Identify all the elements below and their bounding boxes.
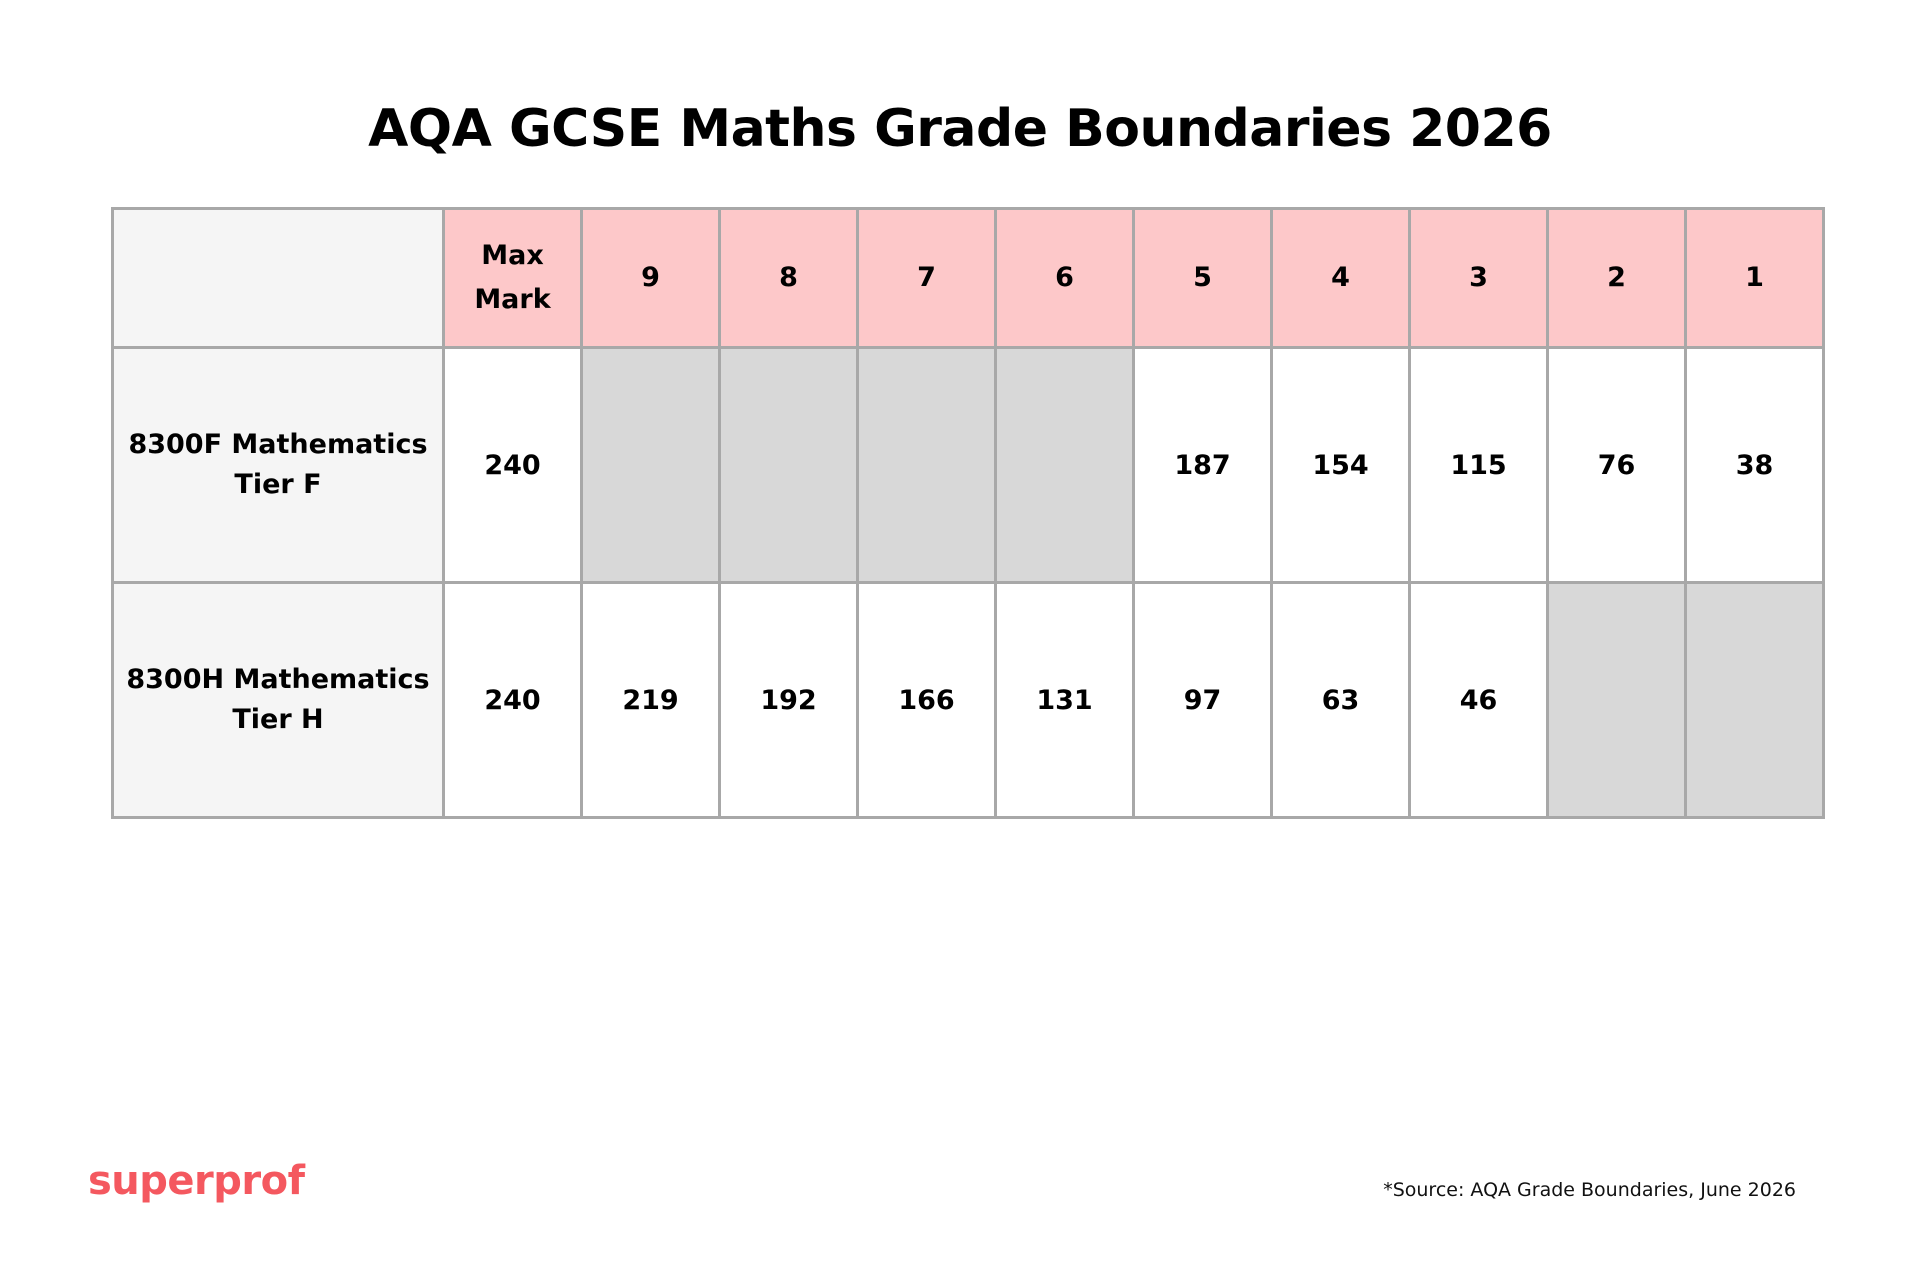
cell-tier-f-grade-9 xyxy=(582,348,720,583)
cell-tier-f-grade-6 xyxy=(996,348,1134,583)
column-header-max-mark: Max Mark xyxy=(444,209,582,348)
cell-tier-h-grade-8: 192 xyxy=(720,583,858,818)
column-header-grade-2: 2 xyxy=(1548,209,1686,348)
cell-tier-f-grade-5: 187 xyxy=(1134,348,1272,583)
row-label-tier-f: 8300F Mathematics Tier F xyxy=(113,348,444,583)
column-header-grade-8: 8 xyxy=(720,209,858,348)
superprof-logo: superprof xyxy=(88,1158,305,1204)
source-note: *Source: AQA Grade Boundaries, June 2026 xyxy=(1383,1179,1796,1201)
chart-title: AQA GCSE Maths Grade Boundaries 2026 xyxy=(368,99,1552,159)
cell-tier-f-grade-1: 38 xyxy=(1686,348,1824,583)
column-header-grade-9: 9 xyxy=(582,209,720,348)
cell-tier-f-grade-7 xyxy=(858,348,996,583)
cell-tier-h-grade-6: 131 xyxy=(996,583,1134,818)
cell-tier-f-grade-2: 76 xyxy=(1548,348,1686,583)
cell-tier-h-grade-3: 46 xyxy=(1410,583,1548,818)
cell-tier-f-grade-3: 115 xyxy=(1410,348,1548,583)
cell-tier-f-grade-4: 154 xyxy=(1272,348,1410,583)
column-header-grade-7: 7 xyxy=(858,209,996,348)
cell-tier-h-max-mark: 240 xyxy=(444,583,582,818)
cell-tier-h-grade-4: 63 xyxy=(1272,583,1410,818)
table-row-tier-f xyxy=(113,348,1824,583)
column-header-grade-5: 5 xyxy=(1134,209,1272,348)
cell-tier-h-grade-9: 219 xyxy=(582,583,720,818)
column-header-grade-3: 3 xyxy=(1410,209,1548,348)
corner-cell xyxy=(113,209,444,348)
cell-tier-h-grade-5: 97 xyxy=(1134,583,1272,818)
cell-tier-f-grade-8 xyxy=(720,348,858,583)
column-header-grade-6: 6 xyxy=(996,209,1134,348)
grade-boundaries-table xyxy=(111,207,1825,819)
table-row-tier-h xyxy=(113,583,1824,818)
cell-tier-f-max-mark: 240 xyxy=(444,348,582,583)
cell-tier-h-grade-2 xyxy=(1548,583,1686,818)
cell-tier-h-grade-1 xyxy=(1686,583,1824,818)
header-row xyxy=(113,209,1824,348)
column-header-grade-4: 4 xyxy=(1272,209,1410,348)
row-label-tier-h: 8300H Mathematics Tier H xyxy=(113,583,444,818)
cell-tier-h-grade-7: 166 xyxy=(858,583,996,818)
column-header-grade-1: 1 xyxy=(1686,209,1824,348)
